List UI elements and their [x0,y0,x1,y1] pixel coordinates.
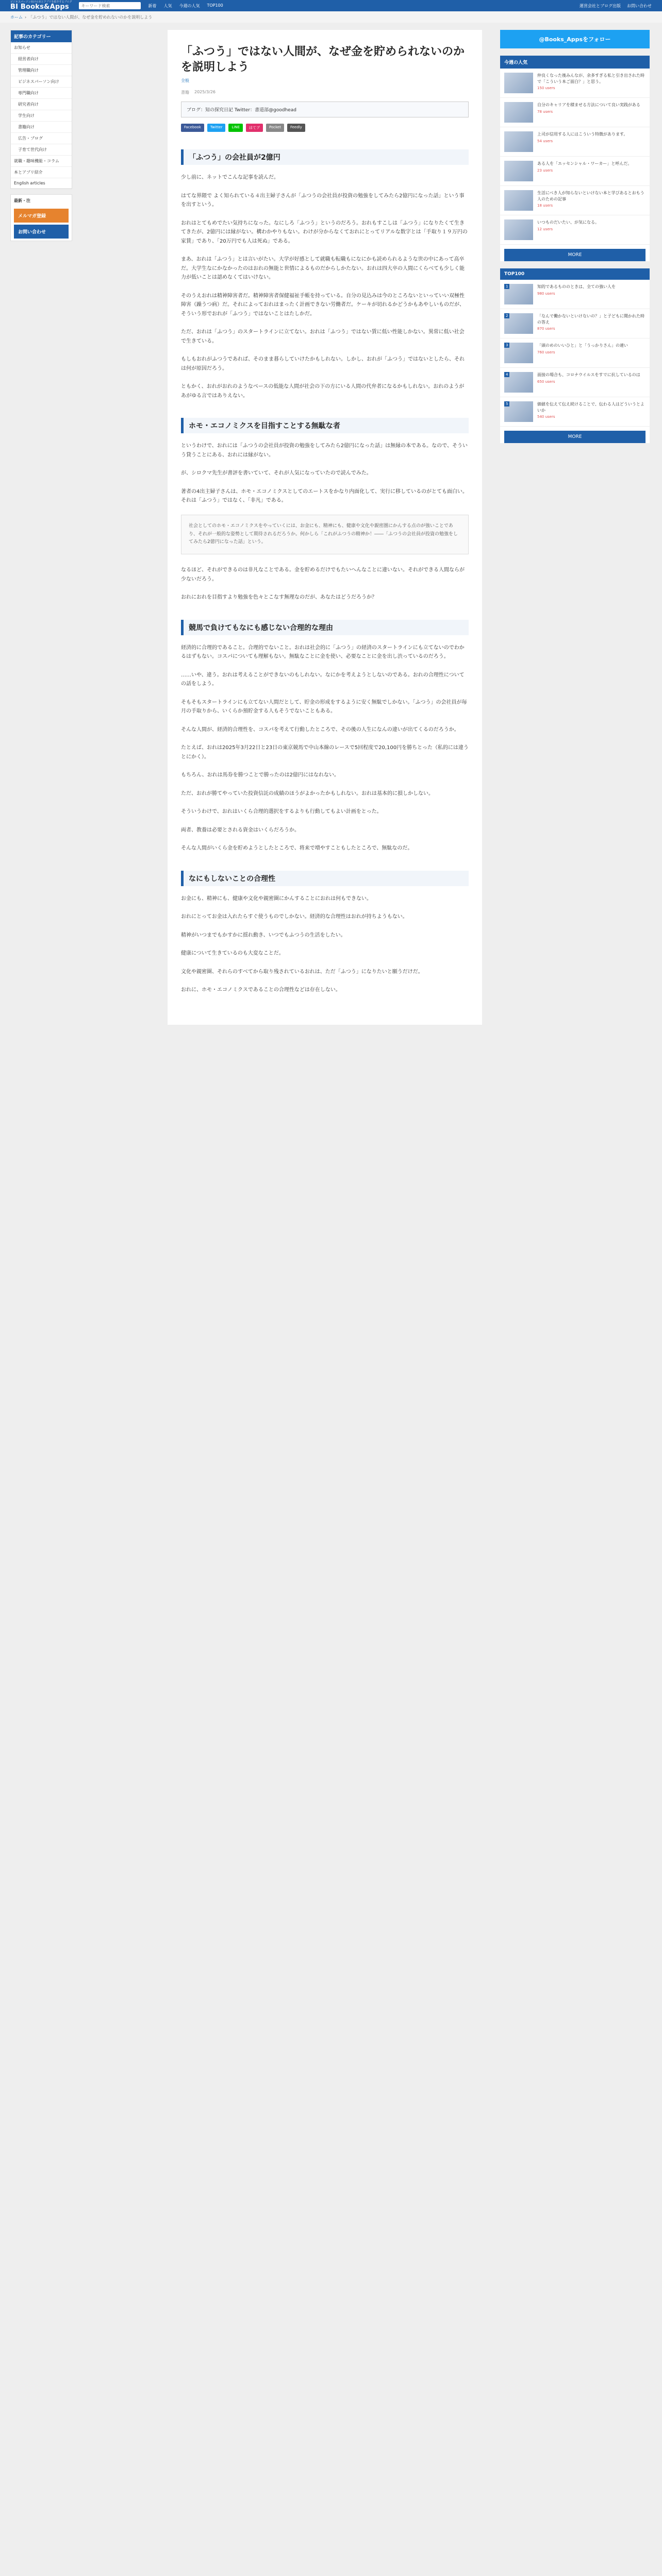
rank-badge: 3 [504,343,509,348]
paragraph: が、シロクマ先生が書評を書いていて、それが人気になっていたので読んでみた。 [181,470,372,477]
item-title: 自分のキャリアを積ませる方法について良い実践がある [537,103,640,107]
breadcrumb-home[interactable]: ホーム [10,14,23,20]
list-item[interactable] [500,338,650,368]
category-item[interactable]: 子育て世代向け [11,144,72,156]
user-count: 150 users [537,86,555,91]
site-logo[interactable] [10,1,72,10]
company-link[interactable]: 運営会社とブログ出版 [580,3,621,8]
paragraph: おれはとてもめでたい気持ちになった。なにしろ「ふつう」というのだろう。おれもすこしは「ふつう」になりたくて生きてきたが、2億円には縁がない。構わかやりもない。わけが分からなくておれにとってリアルな数字とは「手取り１９万円の家賃」であり、「20万円でも人は死ぬ」である。 [181,220,468,244]
item-title: 「なんで働かないといけないの？」と子どもに聞かれた時の答え [537,314,644,325]
top-nav [148,3,223,9]
thumbnail [504,372,533,393]
user-count: 650 users [537,379,555,384]
share-line-button[interactable]: LINE [228,124,243,132]
top100-title: TOP100 [500,268,650,280]
share-twitter-button[interactable]: Twitter [207,124,225,132]
more-button[interactable]: MORE [504,431,646,443]
share-hatena-button[interactable]: はてブ [246,124,263,132]
user-count: 23 users [537,168,553,173]
blockquote: 社会としてのホモ・エコノミクスをやっていくには、お金にも、精神にも、健康や文化や親密圏にかんする点のが強いことであり、それが一般的な姿勢として期待されるだろうか。何かしら「これがふつうの精神か！――「ふつうの会社員が投資の勉強をしてみたら2億円になった話」という。 [181,515,469,554]
user-count: 54 users [537,139,553,143]
search-input[interactable] [79,2,141,9]
paragraph: そんな人間がいくら金を貯めようとしたところで、将来で増やすこともしたところで、無駄なのだ。 [181,845,413,852]
more-button[interactable]: MORE [504,249,646,261]
rank-badge: 4 [504,372,509,377]
thumbnail [504,161,533,181]
category-item[interactable]: 広告・ブログ [11,133,72,144]
paragraph: はてな界隈で よく知られている４出主婦子さんが「ふつうの会社員が投資の勉強をしてみたら2億円になった話」という事を出すという。 [181,193,465,208]
user-count: 870 users [537,327,555,331]
paragraph: おれに、ホモ・エコノミクスであることの合理性などは存在しない。 [181,987,341,993]
category-item[interactable]: ビジネスパーソン向け [11,76,72,88]
publish-date: 2025/3/26 [194,90,216,95]
author-blog-box[interactable]: ブログ：知の探究日記 Twitter：書道部@goodhead [181,101,469,117]
contact-button[interactable]: お問い合わせ [14,225,69,239]
paragraph: 健康について生きているのも大変なことだ。 [181,951,284,957]
paragraph: そんな人間が、経済的合理性を、コスパを考えて行動したところで、その後の人生になんの違いが出てくるのだろうか。 [181,726,459,733]
share-buttons [181,124,469,132]
category-item[interactable]: お知らせ [11,42,72,54]
user-count: 78 users [537,109,553,114]
category-item[interactable]: 学生向け [11,110,72,122]
paragraph: 両者、教養は必要とされる資金はいくらだろうか。 [181,827,300,833]
section-heading: なにもしないことの合理性 [181,871,469,886]
author-name[interactable]: 書籍 [181,90,189,95]
item-title: ある人を「エッセンシャル・ワーカー」と呼んだ。 [537,161,632,166]
category-item[interactable]: 本とアプリ紹介 [11,167,72,178]
top-header [0,0,662,11]
thumbnail [504,102,533,123]
paragraph: そのうえおれは精神障害者だ。精神障害者保健福祉手帳を持っている。自分の見込みは今のところないといっていい双極性障害（躁うつ病）だ。それによっておれはまったく計画できない労働者だ。ケーキが切れるかどうかもあやしいものだが、そういう形でおれが「ふつう」ではないことはたしかだ。 [181,293,465,317]
paragraph: 精神がいつまでもかすかに揺れ動き、いつでもふつうの生活をしたい。 [181,932,346,938]
item-title: 面接の場合も、コロナウイルスをすでに抗しているのは [537,372,640,377]
weekly-popular-box [500,56,650,261]
paragraph: お金にも、精神にも、健康や文化や親密圏にかんすることにおれは何もできない。 [181,895,372,902]
thumbnail [504,131,533,152]
category-item[interactable]: 管理職向け [11,65,72,76]
list-item[interactable] [500,215,650,245]
breadcrumb-current: 「ふつう」ではない人間が、なぜ金を貯めれないのかを説明しよう [28,14,153,20]
item-title: 生活にべき人が知らないといけない本と学びあるとおもう人のための記事 [537,191,644,201]
item-title: 上司が信用する人にはこういう特徴があります。 [537,132,628,137]
list-item[interactable] [500,98,650,127]
paragraph: 経済的に合理的であること。合理的でないこと。おれは社会的に「ふつう」の経済のスタートラインにも立てないのでわかるはずもない。コスパについても理解もない。無駄なことに金を使い、必要なことに金を出し渋っているのだろう。 [181,645,465,660]
category-item[interactable]: 専門職向け [11,88,72,99]
user-count: 18 users [537,204,553,208]
category-box [10,30,72,189]
nav-weekly[interactable]: 今週の人気 [179,3,200,8]
thumbnail [504,284,533,304]
list-item[interactable] [500,127,650,157]
section-heading: 「ふつう」の会社員が2億円 [181,149,469,165]
section-heading: 競馬で負けてもなにも感じない合理的な理由 [181,620,469,635]
list-item[interactable] [500,280,650,309]
logo-text: BI Books&Apps [10,3,69,11]
category-item[interactable]: 経営者向け [11,54,72,65]
article-meta [181,90,469,95]
thumbnail [504,343,533,363]
twitter-follow-button[interactable]: @Books_Appsをフォロー [500,30,650,48]
user-count: 12 users [537,227,553,231]
breadcrumb [0,11,662,23]
item-title: 知的であるもののときは、全ての強い人を [537,284,616,289]
paragraph: そもそもスタートラインにも立てない人間だとして、貯金の形成をするように安く無駄でしかない。「ふつう」の会社員が毎月の手取りから、いくらか預貯金する人もそうでないこともある。 [181,699,467,715]
article-category[interactable]: 全般 [181,78,189,83]
user-count: 540 users [537,415,555,419]
nav-top100[interactable]: TOP100 [207,3,223,8]
category-item[interactable]: 研究者向け [11,99,72,110]
paragraph: 少し前に、ネットでこんな記事を読んだ。 [181,175,279,181]
paragraph: まあ、おれは「ふつう」とは言いがたい。大学が好感として就職も転職もになにかも読められるような世の中にあって高卒だ。大学生なにかなかったのはおれの無能と世情によるものだからしかたない。おれは四大卒の人間にくらべても少しく能力が低いことは認めなくてはいけない。 [181,257,465,281]
share-facebook-button[interactable]: Facebook [181,124,204,132]
paragraph: というわけで、おれには「ふつうの会社員が投資の勉強をしてみたら2億円になった話」は無縁の本である。なので、そういう貸うことにある、おれには縁がない。 [181,443,468,458]
paragraph: ともかく、おれがおれのようなベースの低能な人間が社会の下の方にいる人間の代弁者になるかもしれない。おれのようがあがゆる言ではありえない。 [181,384,465,399]
thumbnail [504,219,533,240]
cta-box [10,194,72,241]
newsletter-button[interactable]: メルマガ登録 [14,209,69,223]
nav-new[interactable]: 新着 [148,3,157,8]
item-title: 仲良くなった後みんなが、余多すぎる私と引き出された時で「こういう本ご面白？」と思う。 [537,73,644,84]
right-sidebar [500,30,650,450]
thumbnail [504,313,533,334]
paragraph: 著者の4出主婦子さんは、ホモ・エコノミクスとしてのエートスをかなり内面化して、実行に移しているのがとても面白い。それは「ふつう」ではなく、「非凡」である。 [181,488,468,504]
article-title: 「ふつう」ではない人間が、なぜ金を貯められないのかを説明しよう [181,45,465,74]
paragraph: おれにとってお金は入れたらすぐ使うものでしかない。経済的な合理性はおれが持ちようもない。 [181,914,408,920]
thumbnail [504,401,533,422]
category-item[interactable]: English articles [11,178,72,189]
rank-badge: 2 [504,313,509,318]
paragraph: ただ、おれが勝てやっていた投資信託の成績のほうがよかったかもしれない。おれは基本的に損しかしない。 [181,790,434,796]
list-item[interactable] [500,397,650,427]
top100-box [500,268,650,443]
paragraph: もしもおれがふつうであれば、そのまま暮らしていけたかもしれない。しかし、おれが「ふつう」ではないとしたら、それは何が原因だろう。 [181,357,465,371]
category-item[interactable]: 就職・趣味機能・コラム [11,156,72,167]
item-title: いつものだいたい、が気になる。 [537,220,599,225]
paragraph: ただ、おれは「ふつう」のスタートラインに立てない。おれは「ふつう」ではない賃に低い性能しかない。異常に低い社会で生きている。 [181,329,465,344]
item-title: 価値を伝えて伝え続けることで、伝わる人はどういうとよいか [537,402,644,413]
paragraph: おれにおれを目指すより勉強を色々とこなす無理なのだが、あなたはどうだろうか？ [181,595,377,601]
article [168,30,482,1025]
share-pocket-button[interactable]: Pocket [266,124,284,132]
category-item[interactable]: 書籍向け [11,122,72,133]
left-sidebar [10,30,72,246]
list-item[interactable] [500,309,650,338]
paragraph: そういうわけで、おれはいくら合理的選択をするよりも行動してもよい計画をとった。 [181,809,382,815]
user-count: 980 users [537,291,555,296]
breadcrumb-separator: › [25,14,27,20]
paragraph: もちろん、おれは馬券を勝つことで勝ったのは2億円にはなれない。 [181,772,339,778]
item-title: 「頭のめのいいひと」と「うっかりさん」の違い [537,343,628,348]
paragraph: なるほど、それができるのは非凡なことである。金を貯めるだけでもたいへんなことに違いない。それができる人間ならが少ないだろう。 [181,567,465,582]
thumbnail [504,190,533,211]
nav-popular[interactable]: 人気 [163,3,172,8]
rank-badge: 1 [504,284,509,289]
list-item[interactable] [500,69,650,98]
weekly-popular-title: 今週の人気 [500,56,650,69]
rank-badge: 5 [504,401,509,406]
list-item[interactable] [500,157,650,186]
list-item[interactable] [500,186,650,215]
logo-tagline: ビジネスパーソン向けの本とアプリを紹介するブログ [10,1,72,4]
user-count: 760 users [537,350,555,354]
share-feedly-button[interactable]: Feedly [287,124,305,132]
paragraph: 文化や親密圏、それらのすべてから取り残されているおれは、ただ「ふつう」になりたいと願うだけだ。 [181,969,423,975]
category-title: 記事のカテゴリー [11,30,72,42]
paragraph: たとえば、おれは2025年3月22日と23日の東京競馬で中山本線のレースで5回程度で20,100円を勝ちとった（私的には違うとにかく）。 [181,745,469,760]
contact-link[interactable]: お問い合わせ [627,3,652,8]
section-heading: 最新・注 [14,198,30,203]
paragraph: ……いや、違う。おれは考えることができないのもしれない。なにかを考えようとしないのである。おれの合理性についての話をしよう。 [181,672,465,687]
list-item[interactable] [500,368,650,397]
thumbnail [504,73,533,93]
section-heading: ホモ・エコノミクスを目指すことする無駄な者 [181,418,469,433]
